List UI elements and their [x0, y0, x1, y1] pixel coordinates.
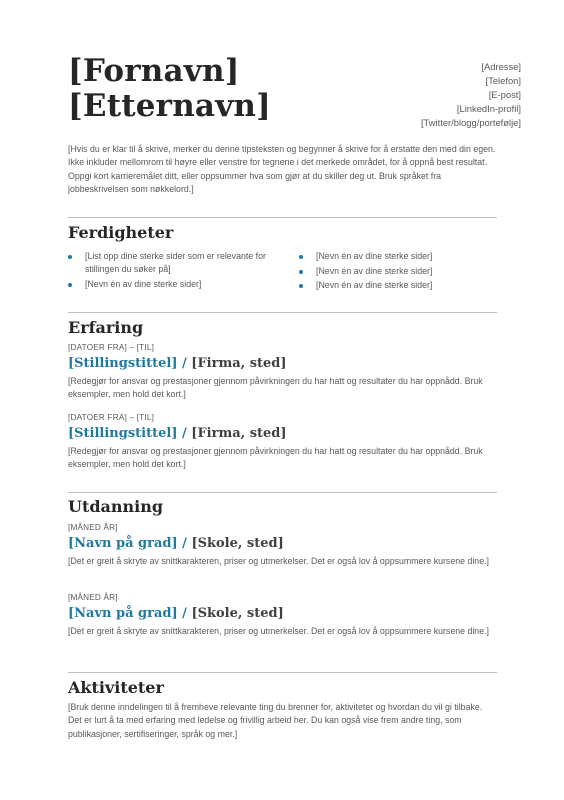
experience-title[interactable] — [68, 425, 287, 443]
contact-linkedin[interactable]: [LinkedIn-profil] — [456, 103, 521, 114]
contact-email[interactable]: [E-post] — [488, 89, 521, 100]
section-divider — [68, 217, 497, 218]
degree-name[interactable]: [Navn på grad] — [68, 536, 178, 551]
activities-description[interactable]: [Bruk denne inndelingen til å fremheve relevante ting du brenner for, aktiviteter og hvordan du vil gi tilbake. Det er lurt å ta med erfaring med ledelse og frivillig arbeid her. Du kan også vise frem andre ting, som publikasjoner, sertifiseringer, språk og mer.] — [68, 702, 483, 739]
experience-date[interactable]: [DATOER FRA] – [TIL] — [68, 343, 155, 352]
degree-name[interactable]: [Navn på grad] — [68, 606, 178, 621]
section-divider — [68, 672, 497, 673]
first-name[interactable]: [Fornavn] — [68, 53, 240, 89]
bullet-icon — [299, 270, 303, 274]
bullet-icon — [68, 255, 72, 259]
bullet-icon — [299, 255, 303, 259]
skills-list-left — [68, 250, 280, 293]
list-item[interactable] — [299, 279, 499, 292]
school-location[interactable]: [Skole, sted] — [191, 606, 284, 621]
resume-page — [68, 0, 521, 800]
list-item[interactable] — [299, 250, 499, 263]
contact-twitter-blog[interactable]: [Twitter/blogg/portefølje] — [420, 117, 521, 128]
experience-heading: Erfaring — [68, 318, 144, 337]
title-separator: / — [177, 536, 192, 551]
bullet-icon — [299, 284, 303, 288]
full-name[interactable] — [68, 54, 271, 124]
skill-text: [Nevn én av dine sterke sider] — [316, 265, 433, 276]
skill-text: [Nevn én av dine sterke sider] — [316, 251, 433, 261]
list-item[interactable] — [299, 265, 499, 278]
title-separator: / — [177, 426, 192, 441]
list-item[interactable] — [68, 278, 280, 291]
skills-list-right — [299, 250, 499, 294]
education-date[interactable]: [MÅNED ÅR] — [68, 593, 118, 602]
company-location[interactable]: [Firma, sted] — [191, 426, 287, 441]
experience-description[interactable]: [Redegjør for ansvar og prestasjoner gjennom påvirkningen du har hatt og resultater du har oppnådd. Bruk eksempler, men hold det kort.] — [68, 446, 483, 470]
list-item[interactable] — [68, 250, 280, 276]
contact-phone[interactable]: [Telefon] — [485, 75, 521, 86]
job-title[interactable]: [Stillingstittel] — [68, 356, 178, 371]
education-title[interactable] — [68, 535, 284, 553]
experience-description[interactable]: [Redegjør for ansvar og prestasjoner gjennom påvirkningen du har hatt og resultater du har oppnådd. Bruk eksempler, men hold det kort.] — [68, 376, 483, 400]
section-divider — [68, 312, 497, 313]
last-name[interactable]: [Etternavn] — [68, 88, 272, 124]
job-title[interactable]: [Stillingstittel] — [68, 426, 178, 441]
section-divider — [68, 492, 497, 493]
title-separator: / — [177, 356, 192, 371]
bullet-icon — [68, 283, 72, 287]
intro-paragraph[interactable]: [Hvis du er klar til å skrive, merker du denne tipsteksten og begynner å skrive for å erstatte den med din egen. Ikke inkluder mellomrom til høyre eller venstre for tegnene i det merkede området, for å oppnå best resultat. Oppgi kort karrieremålet ditt, eller oppsummer hva som gjør at du skiller deg ut. Bruk språket fra jobbeskrivelsen som nøkkelord.] — [68, 144, 496, 195]
education-description[interactable]: [Det er greit å skryte av snittkarakteren, priser og utmerkelser. Det er også lov å oppsummere kursene dine.] — [68, 556, 489, 566]
experience-date[interactable]: [DATOER FRA] – [TIL] — [68, 413, 155, 422]
skill-text: [Nevn én av dine sterke sider] — [316, 280, 433, 291]
contact-info — [421, 60, 521, 130]
skills-heading: Ferdigheter — [68, 223, 174, 242]
contact-address[interactable]: [Adresse] — [481, 61, 521, 72]
skill-text: [List opp dine sterke sider som er relevante for stillingen du søker på] — [85, 251, 266, 275]
title-separator: / — [177, 606, 192, 621]
company-location[interactable]: [Firma, sted] — [191, 356, 287, 371]
education-title[interactable] — [68, 605, 284, 623]
school-location[interactable]: [Skole, sted] — [191, 536, 284, 551]
experience-title[interactable] — [68, 355, 287, 373]
education-date[interactable]: [MÅNED ÅR] — [68, 523, 118, 532]
skill-text: [Nevn én av dine sterke sider] — [85, 278, 202, 289]
activities-heading: Aktiviteter — [68, 678, 164, 697]
education-heading: Utdanning — [68, 497, 164, 516]
education-description[interactable]: [Det er greit å skryte av snittkarakteren, priser og utmerkelser. Det er også lov å oppsummere kursene dine.] — [68, 626, 489, 636]
